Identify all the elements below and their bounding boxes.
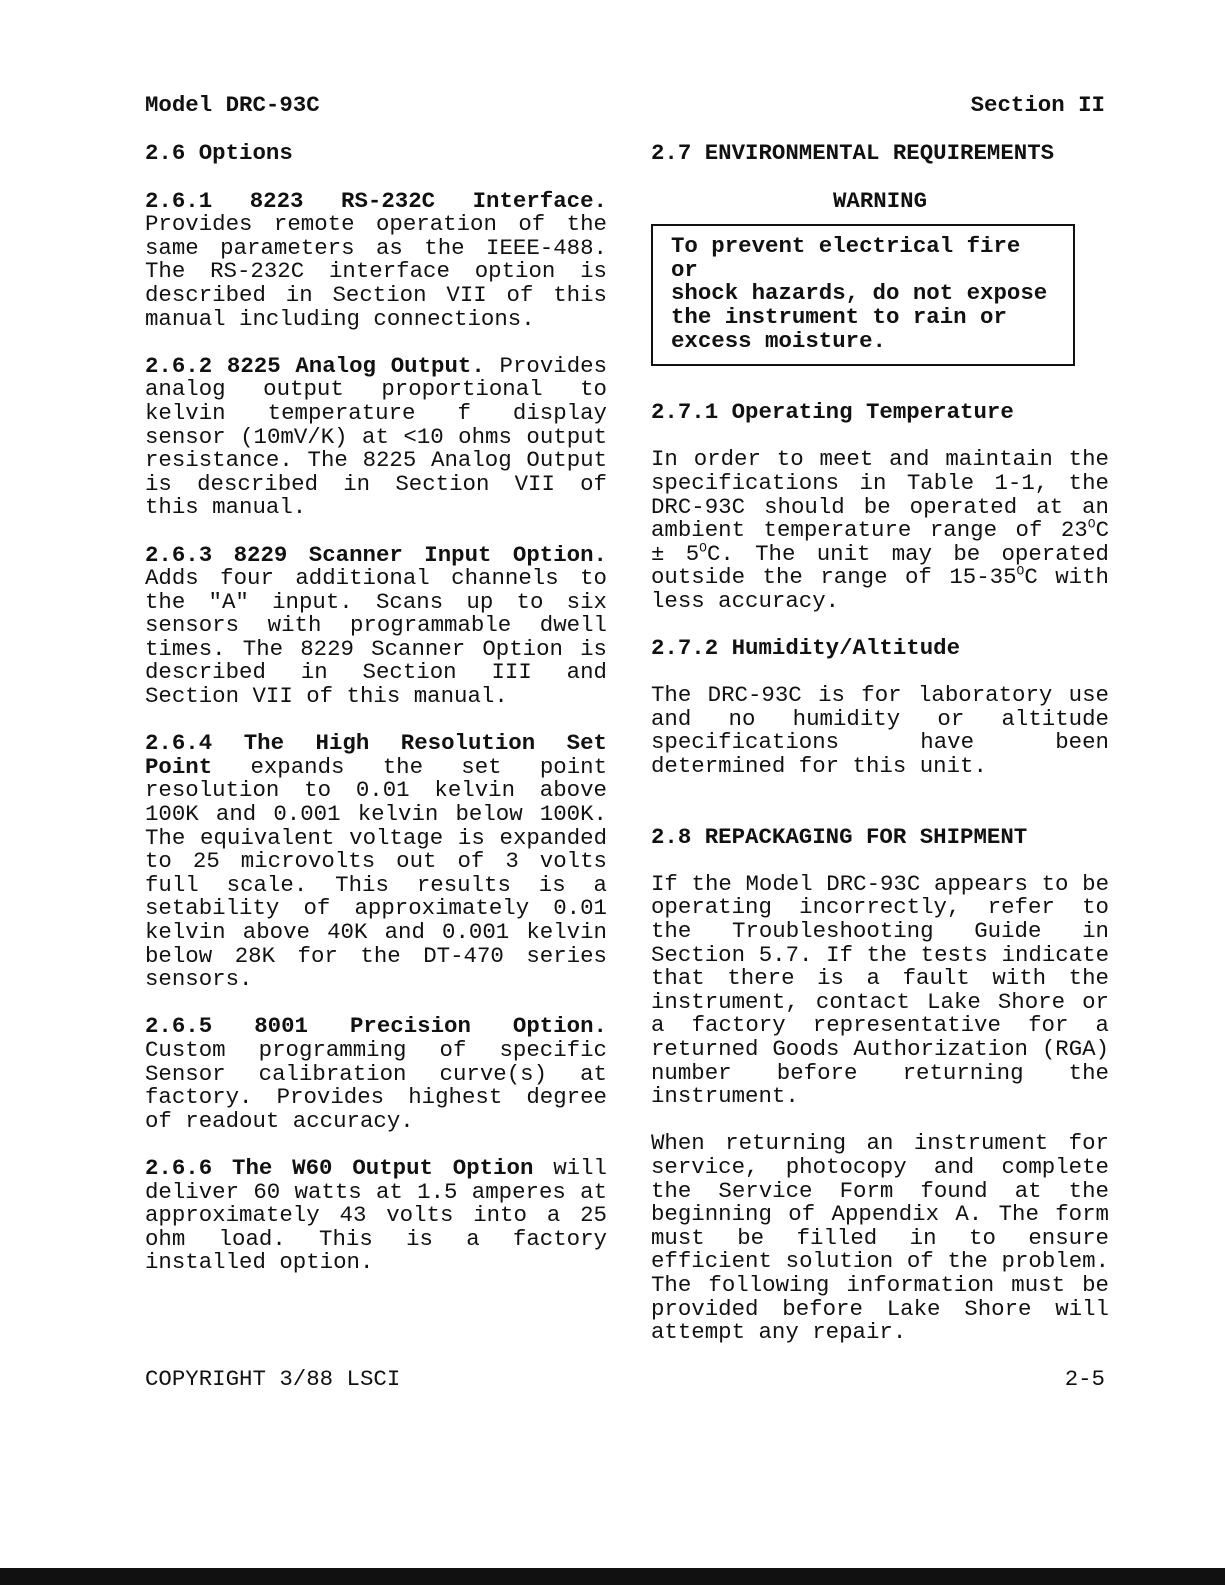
degree-mark: O — [1087, 516, 1096, 532]
warning-line: excess moisture. — [671, 327, 886, 354]
temp-text-part: C. The unit may be operated outside the range of 15-35 — [651, 540, 1109, 591]
warning-line: shock hazards, do not expose — [671, 280, 1048, 307]
option-8229-lead: 2.6.3 8229 Scanner Input Option. — [145, 541, 607, 568]
degree-mark: O — [699, 540, 707, 556]
temp-text-part: In order to meet and maintain the specifications in Table 1-1, the DRC-93C should be operated at an ambient temperature range of 23 — [651, 446, 1109, 544]
warning-box — [651, 224, 1075, 366]
option-high-resolution-body: expands the set point resolution to 0.01 kelvin above 100K and 0.001 kelvin below 100K. The equivalent voltage is expanded to 25 microvolts out of 3 volts full scale. This results is a setability of approximately 0.01 kelvin above 40K and 0.001 kelvin below 28K for the DT-470 series sensors. — [145, 753, 608, 993]
header-model: Model DRC-93C — [145, 92, 320, 118]
section-title-environmental: 2.7 ENVIRONMENTAL REQUIREMENTS — [651, 140, 1055, 166]
scan-bottom-edge — [0, 1568, 1225, 1585]
warning-line: the instrument to rain or — [671, 303, 1007, 330]
operating-temperature-text — [651, 448, 1109, 613]
degree-mark: O — [1016, 563, 1025, 579]
option-8223-lead: 2.6.1 8223 RS-232C Interface. — [145, 187, 607, 214]
repackaging-text-1: If the Model DRC-93C appears to be operating incorrectly, refer to the Troubleshooting Guide in Section 5.7. If the tests indicate that there is a fault with the instrument, contact Lake Shore or a factory representative for a returned Goods Authorization (RGA) number before returning the instrument. — [651, 870, 1109, 1110]
warning-title: WARNING — [832, 187, 928, 214]
right-column — [651, 142, 1109, 1345]
option-8229-body: Adds four additional channels to the "A" input. Scans up to six sensors with programmable dwell times. The 8229 Scanner Option is described in Section III and Section VII of this manual. — [145, 565, 607, 710]
temp-text-part: C with less accuracy. — [651, 564, 1109, 614]
option-w60-body: will deliver 60 watts at 1.5 amperes at approximately 43 volts into a 25 ohm load. This is a factory installed option. — [145, 1154, 607, 1276]
section-title-operating-temperature: 2.7.1 Operating Temperature — [651, 399, 1014, 426]
temp-text-part: C ± 5 — [651, 517, 1109, 567]
warning-line: To prevent electrical fire or — [671, 233, 1021, 283]
option-high-resolution — [145, 732, 607, 992]
option-8223-body: Provides remote operation of the same parameters as the IEEE-488. The RS-232C interface option is described in Section VII of this manual including connections. — [145, 211, 607, 332]
left-column — [145, 142, 607, 1275]
option-8001 — [145, 1015, 607, 1133]
option-8225 — [145, 352, 608, 521]
option-8223 — [145, 187, 607, 332]
option-w60-lead: 2.6.6 The W60 Output Option — [145, 1154, 534, 1181]
option-8001-body: Custom programming of specific Sensor calibration curve(s) at factory. Provides highest degree of readout accuracy. — [145, 1036, 607, 1134]
option-8225-body: Provides analog output proportional to kelvin temperature f display sensor (10mV/K) at <10 ohms output resistance. The 8225 Analog Output is described in Section VII of this manual. — [145, 352, 608, 521]
option-8229 — [145, 541, 607, 710]
section-title-humidity: 2.7.2 Humidity/Altitude — [651, 635, 961, 662]
section-title-options: 2.6 Options — [145, 140, 293, 166]
option-w60 — [145, 1154, 607, 1276]
option-8225-lead: 2.6.2 8225 Analog Output. — [145, 352, 485, 379]
repackaging-text-2: When returning an instrument for service, photocopy and complete the Service Form found at the beginning of Appendix A. The form must be filled in to ensure efficient solution of the problem. The following information must be provided before Lake Shore will attempt any repair. — [651, 1130, 1109, 1346]
option-8001-lead: 2.6.5 8001 Precision Option. — [145, 1013, 607, 1040]
header-section: Section II — [970, 92, 1105, 118]
page-number: 2-5 — [1064, 1366, 1105, 1392]
section-title-repackaging: 2.8 REPACKAGING FOR SHIPMENT — [651, 823, 1028, 850]
option-high-resolution-lead: 2.6.4 The High Resolution Set Point — [145, 730, 607, 780]
footer-copyright: COPYRIGHT 3/88 LSCI — [145, 1366, 401, 1392]
humidity-text: The DRC-93C is for laboratory use and no humidity or altitude specifications have been determined for this unit. — [651, 682, 1109, 780]
